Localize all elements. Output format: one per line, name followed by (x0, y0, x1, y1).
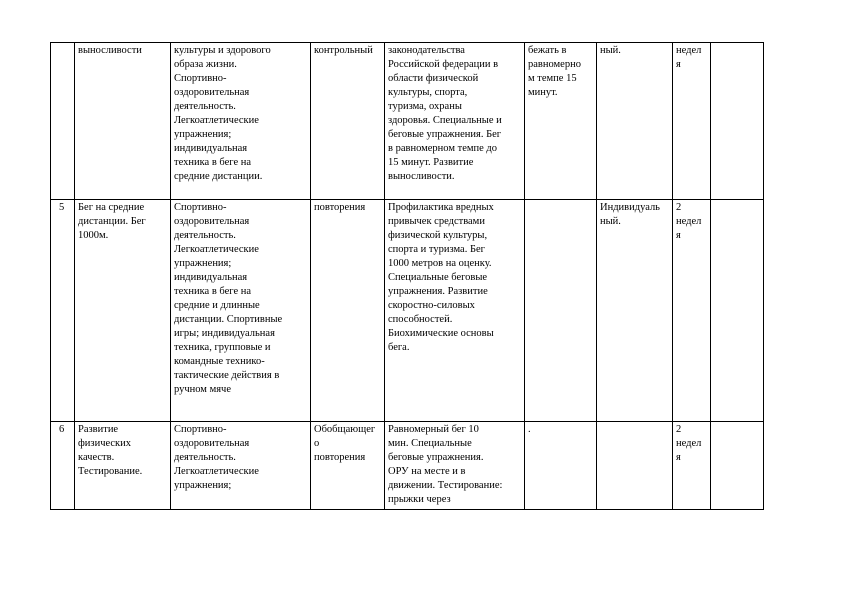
lesson-number-cell (51, 200, 75, 422)
table-row (51, 200, 764, 422)
lesson-type-cell (311, 43, 385, 200)
topic-cell (75, 422, 171, 510)
date-cell (673, 200, 711, 422)
content-text: Спортивно- оздоровительная деятельность. Легкоатлетические упражнения; (174, 424, 259, 491)
content-cell (171, 422, 311, 510)
date-cell (673, 422, 711, 510)
requirements-cell (525, 422, 597, 510)
lesson-number: 6 (59, 424, 65, 435)
elements-cell (385, 43, 525, 200)
lesson-plan-table (50, 42, 764, 510)
extra-cell (711, 43, 764, 200)
lesson-type-text: повторения (314, 202, 366, 213)
elements-cell (385, 422, 525, 510)
table-row (51, 43, 764, 200)
table-row (51, 422, 764, 510)
control-text: Индивидуаль ный. (600, 202, 660, 227)
lesson-type-cell (311, 422, 385, 510)
date-text: 2 недел я (676, 424, 702, 463)
date-cell (673, 43, 711, 200)
lesson-type-cell (311, 200, 385, 422)
date-text: недел я (676, 45, 702, 70)
requirements-cell (525, 43, 597, 200)
lesson-number-cell (51, 43, 75, 200)
extra-cell (711, 422, 764, 510)
date-text: 2 недел я (676, 202, 702, 241)
topic-cell (75, 43, 171, 200)
topic-text: Бег на средние дистанции. Бег 1000м. (78, 202, 146, 241)
topic-text: выносливости (78, 45, 142, 56)
lesson-number: 5 (59, 202, 65, 213)
requirements-text: . (528, 424, 531, 435)
elements-cell (385, 200, 525, 422)
elements-text: Равномерный бег 10 мин. Специальные беговые упражнения. ОРУ на месте и в движении. Тестирование: прыжки через (388, 424, 503, 505)
content-text: культуры и здорового образа жизни. Спортивно- оздоровительная деятельность. Легкоатлетические упражнения; индивидуальная техника в беге на средние дистанции. (174, 45, 271, 182)
extra-cell (711, 200, 764, 422)
control-cell (597, 200, 673, 422)
topic-cell (75, 200, 171, 422)
control-text: ный. (600, 45, 621, 56)
content-text: Спортивно- оздоровительная деятельность. Легкоатлетические упражнения; индивидуальная техника в беге на средние и длинные дистанции. Спортивные игры; индивидуальная техника, групповые и командные технико- тактические действия в ручном мяче (174, 202, 283, 395)
requirements-text: бежать в равномерно м темпе 15 минут. (528, 45, 581, 98)
requirements-cell (525, 200, 597, 422)
elements-text: законодательства Российской федерации в области физической культуры, спорта, туризма, охраны здоровья. Специальные и беговые упражнения. Бег в равномерном темпе до 15 минут. Развитие выносливости. (388, 45, 502, 182)
lesson-type-text: контрольный (314, 45, 373, 56)
control-cell (597, 422, 673, 510)
control-cell (597, 43, 673, 200)
topic-text: Развитие физических качеств. Тестирование. (78, 424, 143, 477)
lesson-number-cell (51, 422, 75, 510)
content-cell (171, 43, 311, 200)
content-cell (171, 200, 311, 422)
elements-text: Профилактика вредных привычек средствами физической культуры, спорта и туризма. Бег 1000 метров на оценку. Специальные беговые упражнения. Развитие скоростно-силовых способностей. Биохимические основы бега. (388, 202, 494, 353)
lesson-type-text: Обобщающег о повторения (314, 424, 376, 463)
